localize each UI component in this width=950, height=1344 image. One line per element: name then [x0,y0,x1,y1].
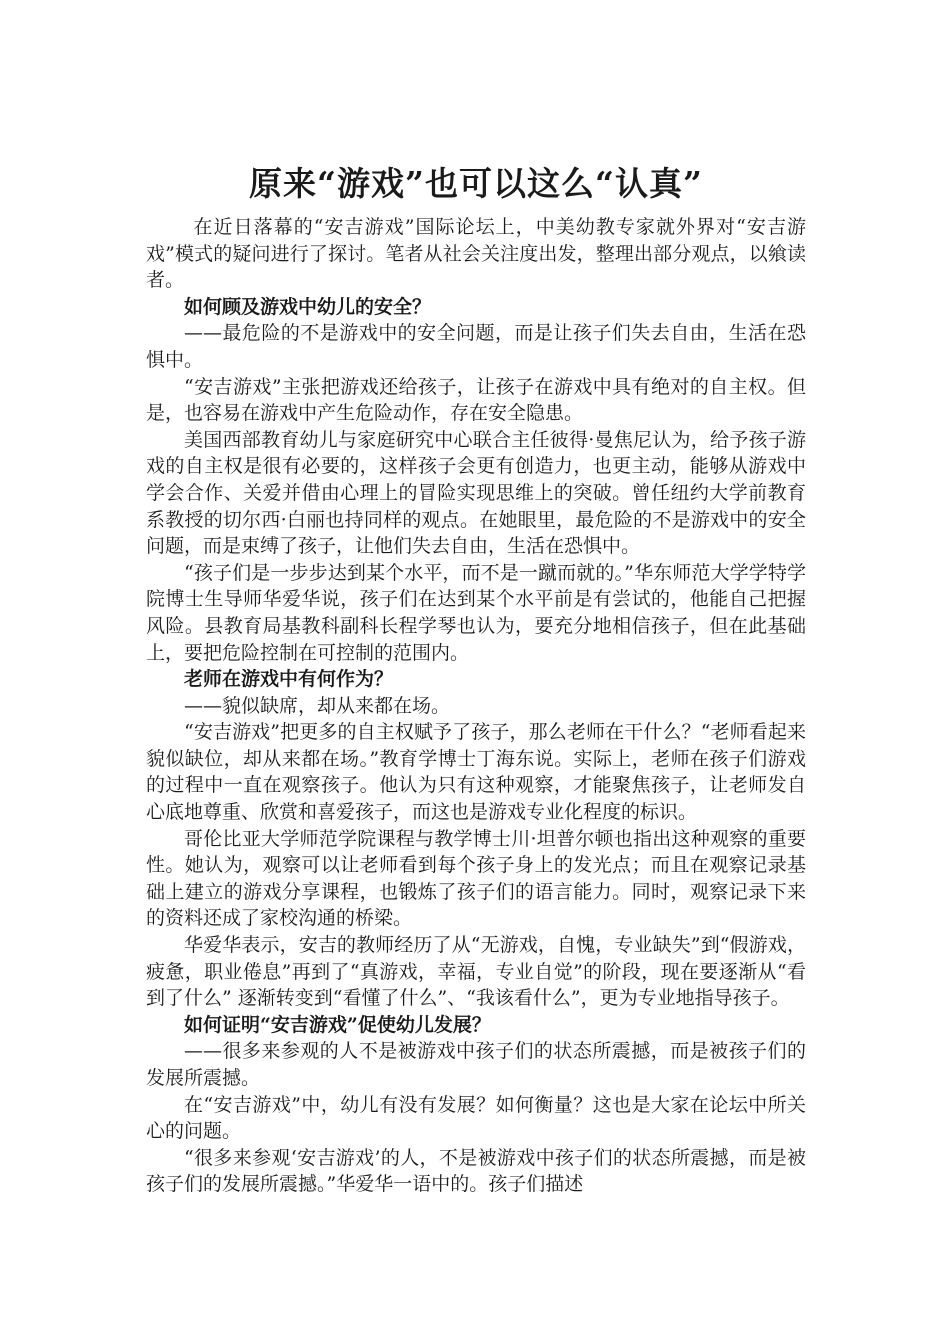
paragraph: 哥伦比亚大学师范学院课程与教学博士川·坦普尔顿也指出这种观察的重要性。她认为，观察可以让老师看到每个孩子身上的发光点；而且在观察记录基础上建立的游戏分享课程，也锻炼了孩子们的语言能力。同时，观察记录下来的资料还成了家校沟通的桥梁。 [146,827,806,930]
paragraph-intro: 在近日落幕的“安吉游戏”国际论坛上，中美幼教专家就外界对“安吉游戏”模式的疑问进行了探讨。笔者从社会关注度出发，整理出部分观点，以飨读者。 [146,216,806,292]
document-title: 原来“游戏”也可以这么“认真” [249,164,703,203]
paragraph: ——最危险的不是游戏中的安全问题，而是让孩子们失去自由，生活在恐惧中。 [146,322,806,371]
section-heading-teacher-role: 老师在游戏中有何作为？ [184,668,394,691]
section-heading-development: 如何证明“安吉游戏”促使幼儿发展？ [184,1013,491,1036]
document-page [146,160,806,1198]
paragraph: ——貌似缺席，却从来都在场。 [184,694,451,717]
section-heading-safety: 如何顾及游戏中幼儿的安全？ [184,295,432,318]
paragraph: 华爱华表示，安吉的教师经历了从“无游戏，自愧，专业缺失”到“假游戏，疲惫，职业倦息”再到了“真游戏，幸福，专业自觉”的阶段，现在要逐渐从“看到了什么” 逐渐转变到“看懂了什么”、“我该看什么”，更为专业地指导孩子。 [146,934,806,1010]
paragraph: 在“安吉游戏”中，幼儿有没有发展？如何衡量？这也是大家在论坛中所关心的问题。 [146,1093,806,1143]
paragraph: ——很多来参观的人不是被游戏中孩子们的状态所震撼，而是被孩子们的发展所震撼。 [146,1040,806,1089]
paragraph: 美国西部教育幼儿与家庭研究中心联合主任彼得·曼焦尼认为，给予孩子游戏的自主权是很有必要的，这样孩子会更有创造力，也更主动，能够从游戏中学会合作、关爱并借由心理上的冒险实现思维上的突破。曾任纽约大学前教育系教授的切尔西·白丽也持同样的观点。在她眼里，最危险的不是游戏中的安全问题，而是束缚了孩子，让他们失去自由，生活在恐惧中。 [146,428,806,558]
paragraph: “孩子们是一步步达到某个水平，而不是一蹴而就的。”华东师范大学学特学院博士生导师华爱华说，孩子们在达到某个水平前是有尝试的，他能自己把握风险。县教育局基教科副科长程学琴也认为，要充分地相信孩子，但在此基础上，要把危险控制在可控制的范围内。 [146,561,806,664]
paragraph: “安吉游戏”把更多的自主权赋予了孩子，那么老师在干什么？“老师看起来貌似缺位，却从来都在场。”教育学博士丁海东说。实际上，老师在孩子们游戏的过程中一直在观察孩子。他认为只有这种观察，才能聚焦孩子，让老师发自心底地尊重、欣赏和喜爱孩子，而这也是游戏专业化程度的标识。 [146,721,806,824]
paragraph: “安吉游戏”主张把游戏还给孩子，让孩子在游戏中具有绝对的自主权。但是，也容易在游戏中产生危险动作，存在安全隐患。 [146,375,806,425]
paragraph: “很多来参观‘安吉游戏’的人，不是被游戏中孩子们的状态所震撼，而是被孩子们的发展所震撼。”华爱华一语中的。孩子们描述 [146,1146,806,1196]
